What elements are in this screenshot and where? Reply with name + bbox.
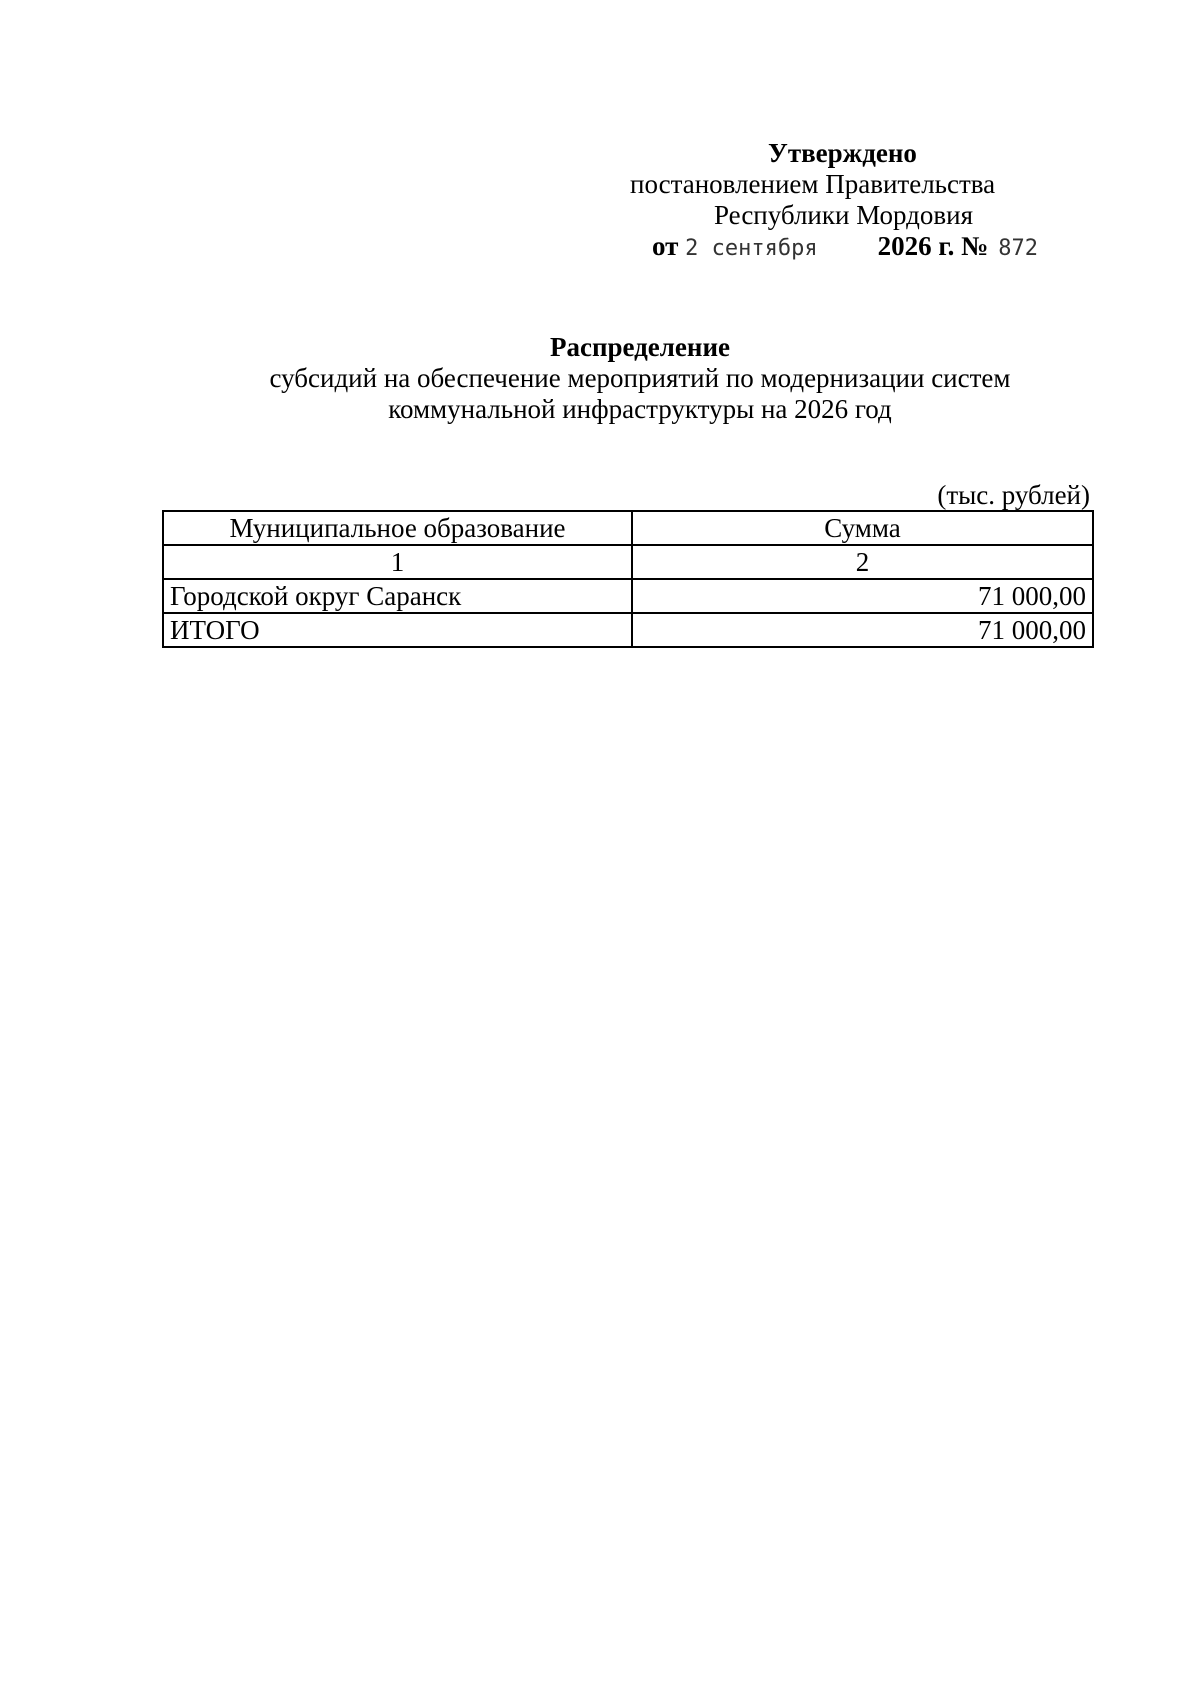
approval-block	[590, 138, 1070, 264]
header-municipality: Муниципальное образование	[163, 511, 632, 545]
row-amount: 71 000,00	[632, 579, 1093, 613]
table-total-row	[163, 613, 1093, 647]
from-label: от	[652, 231, 679, 261]
units-label: (тыс. рублей)	[937, 480, 1090, 510]
header-amount: Сумма	[632, 511, 1093, 545]
document-heading	[160, 332, 1120, 425]
document-title: Распределение	[549, 332, 731, 362]
approval-resolution-line: постановлением Правительства	[630, 169, 996, 199]
approval-date-line	[590, 231, 1070, 264]
number-label: №	[961, 231, 989, 261]
approved-title: Утверждено	[768, 138, 917, 168]
column-number-2: 2	[632, 545, 1093, 579]
table-column-number-row	[163, 545, 1093, 579]
document-subtitle-line-1: субсидий на обеспечение мероприятий по модернизации систем	[269, 363, 1011, 393]
total-label: ИТОГО	[163, 613, 632, 647]
approval-republic-line: Республики Мордовия	[714, 200, 974, 230]
total-amount: 71 000,00	[632, 613, 1093, 647]
column-number-1: 1	[163, 545, 632, 579]
table-header-row	[163, 511, 1093, 545]
date-stamp: 2 сентября	[685, 236, 818, 261]
number-stamp: 872	[998, 236, 1038, 261]
year-label: 2026 г.	[877, 231, 955, 261]
distribution-table	[162, 510, 1094, 648]
document-subtitle-line-2: коммунальной инфраструктуры на 2026 год	[388, 394, 892, 424]
row-municipality-name: Городской округ Саранск	[163, 579, 632, 613]
table-row	[163, 579, 1093, 613]
